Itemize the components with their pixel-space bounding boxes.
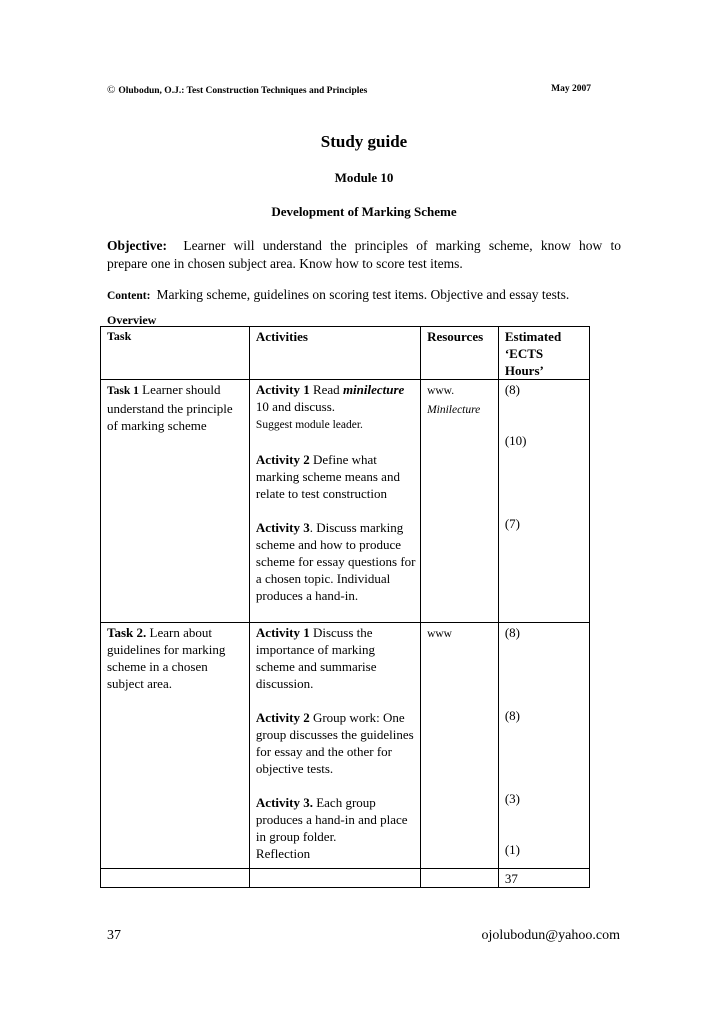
header-resources: Resources bbox=[421, 327, 499, 380]
objective-text-2: prepare one in chosen subject area. Know how to score test items. bbox=[107, 256, 463, 271]
t2-activity-1-label: Activity 1 bbox=[255, 625, 310, 640]
running-title: Olubodun, O.J.: Test Construction Techniques and Principles bbox=[118, 86, 368, 96]
table-row bbox=[101, 380, 590, 623]
t1-activity-3-text: . Discuss marking scheme and how to produce scheme for essay questions for a chosen topic. Individual produces a hand-in. bbox=[255, 520, 416, 603]
t1-activity-2-label: Activity 2 bbox=[255, 452, 310, 467]
overview-label: Overview bbox=[107, 313, 157, 327]
running-header bbox=[107, 84, 591, 96]
page-number: 37 bbox=[107, 928, 121, 943]
t1-activity-3-label: Activity 3 bbox=[255, 520, 310, 535]
t1-activity-1-post: 10 and discuss. bbox=[255, 399, 336, 414]
t1-hours-1: (8) bbox=[504, 382, 521, 397]
t2-hours-4: (1) bbox=[504, 842, 521, 857]
author-email: ojolubodun@yahoo.com bbox=[481, 928, 620, 943]
task-2-cell bbox=[101, 623, 250, 869]
module-number: Module 10 bbox=[334, 170, 394, 185]
module-title: Development of Marking Scheme bbox=[271, 204, 457, 219]
t2-hours-3: (3) bbox=[504, 791, 521, 806]
t1-activity-1-note: Suggest module leader. bbox=[255, 419, 363, 431]
schedule-table bbox=[100, 326, 590, 888]
task-1-number: Task 1 bbox=[107, 385, 139, 397]
task-1-text: Learner should understand the principle of marking scheme bbox=[107, 382, 233, 433]
objective-paragraph bbox=[107, 237, 621, 273]
table-row bbox=[101, 623, 590, 869]
t2-hours-1: (8) bbox=[504, 625, 521, 640]
table-header-row bbox=[101, 327, 590, 380]
header-hours bbox=[498, 327, 589, 380]
t2-resource-www: www bbox=[427, 628, 452, 640]
header-activities: Activities bbox=[249, 327, 420, 380]
t2-hours-2: (8) bbox=[504, 708, 521, 723]
t2-activity-2-text: Group work: One group discusses the guidelines for essay and the other for objective tests. bbox=[255, 710, 414, 776]
header-hours-line-1: Estimated bbox=[504, 329, 562, 344]
header-hours-line-2: ‘ECTS bbox=[504, 346, 544, 361]
objective-label: Objective: bbox=[107, 238, 167, 253]
t2-activity-3-label: Activity 3. bbox=[255, 795, 313, 810]
task-1-hours bbox=[498, 380, 589, 623]
t2-activity-2-label: Activity 2 bbox=[255, 710, 310, 725]
content-text: Marking scheme, guidelines on scoring test items. Objective and essay tests. bbox=[156, 287, 570, 302]
t1-activity-1-minilecture: minilecture bbox=[342, 382, 405, 397]
task-1-resources bbox=[421, 380, 499, 623]
header-task: Task bbox=[101, 327, 250, 380]
task-2-text: Learn about guidelines for marking scheme in a chosen subject area. bbox=[107, 625, 226, 691]
t1-activity-2-text: Define what marking scheme means and relate to test construction bbox=[255, 452, 400, 501]
t2-reflection: Reflection bbox=[255, 846, 311, 861]
t1-resource-www: www. bbox=[427, 385, 455, 397]
content-paragraph bbox=[107, 287, 621, 303]
copyright-symbol: © bbox=[107, 84, 116, 96]
total-hours: 37 bbox=[498, 869, 589, 888]
objective-line-1 bbox=[107, 237, 621, 255]
table-row-total bbox=[101, 869, 590, 888]
t1-hours-2: (10) bbox=[504, 433, 527, 448]
task-2-hours bbox=[498, 623, 589, 869]
task-1-cell bbox=[101, 380, 250, 623]
t1-activity-1-pre: Read bbox=[312, 382, 340, 397]
t1-activity-1-label: Activity 1 bbox=[255, 382, 310, 397]
task-2-activities bbox=[249, 623, 420, 869]
t1-resource-minilecture: Minilecture bbox=[427, 404, 481, 416]
header-hours-line-3: Hours’ bbox=[504, 363, 544, 378]
task-1-activities bbox=[249, 380, 420, 623]
t1-hours-3: (7) bbox=[504, 516, 521, 531]
task-2-resources bbox=[421, 623, 499, 869]
page-title: Study guide bbox=[320, 132, 408, 151]
t2-activity-1-text: Discuss the importance of marking scheme and summarise discussion. bbox=[255, 625, 377, 691]
header-date: May 2007 bbox=[551, 84, 591, 94]
content-label: Content: bbox=[107, 290, 151, 302]
t2-activity-3-text: Each group produces a hand-in and place in group folder. bbox=[255, 795, 408, 844]
task-2-number: Task 2. bbox=[107, 625, 147, 640]
objective-text-1: Learner will understand the principles of marking scheme, know how to bbox=[183, 238, 621, 253]
